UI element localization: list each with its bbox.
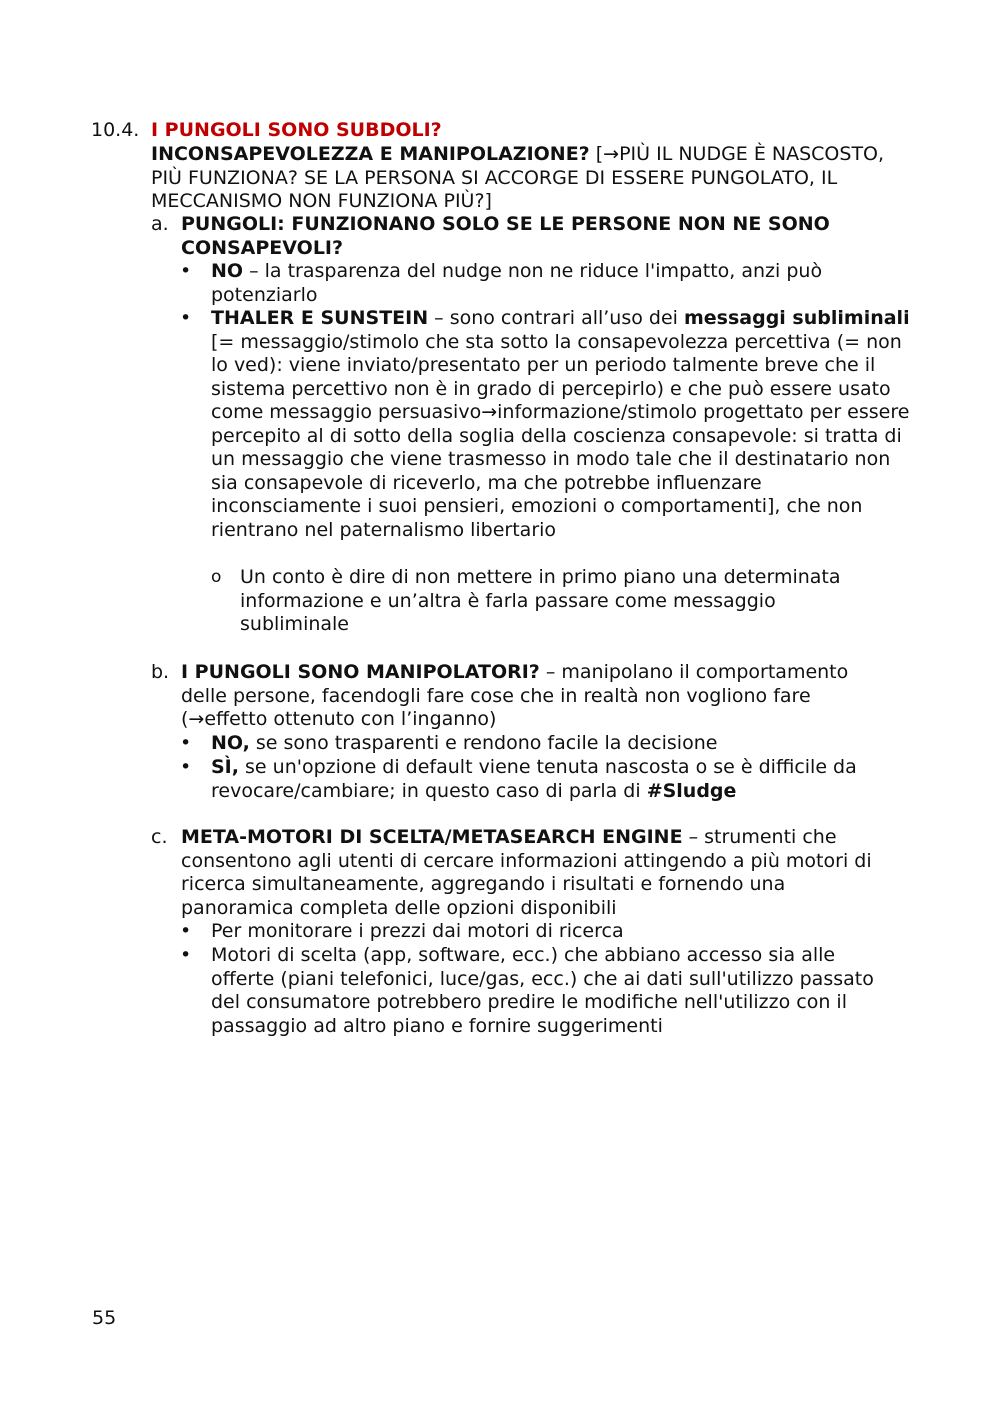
item-a-bullet-2-text2: [= messaggio/stimolo che sta sotto la consapevolezza percettiva (= non lo ved): viene inviato/presentato per un periodo talmente breve che il sistema percettivo non è in grado di percepirlo) e che può essere usato come messaggio persuasivo→informazione/stimolo progettato per essere percepito al di sotto della soglia della coscienza consapevole: si tratta di un messaggio che viene trasmesso in modo tale che il destinatario non sia consapevole di riceverlo, ma che potrebbe influenzare inconsciamente i suoi pensieri, emozioni o comportamenti], che non rientrano nel paternalismo libertario: [211, 330, 910, 541]
item-a-bullet-2-bold2: messaggi subliminali: [683, 307, 910, 329]
item-b-marker: b.: [151, 661, 170, 683]
item-b-bullet-2-bold: SÌ,: [211, 756, 239, 778]
item-b-bullet-2-text: se un'opzione di default viene tenuta nascosta o se è difficile da revocare/cambiare; in questo caso di parla di: [211, 756, 857, 802]
item-b-bullet-2-bold2: #Sludge: [646, 779, 737, 802]
item-a-bullet-1-bold: NO: [211, 260, 244, 282]
item-b-title: I PUNGOLI SONO MANIPOLATORI?: [181, 661, 540, 683]
item-a-subbullet: Un conto è dire di non mettere in primo piano una determinata informazione e un’altra è farla passare come messaggio subliminale: [240, 566, 841, 635]
item-a-title: PUNGOLI: FUNZIONANO SOLO SE LE PERSONE NON NE SONO CONSAPEVOLI?: [181, 213, 830, 259]
item-b-bullet-1-bold: NO,: [211, 732, 250, 754]
item-b-bullet-2: [211, 756, 911, 803]
page-number: 55: [92, 1307, 117, 1329]
item-c-text: – strumenti che consentono agli utenti di cercare informazioni attingendo a più motori di ricerca simultaneamente, aggregando i risultati e fornendo una panoramica completa delle opzioni disponibili: [181, 826, 872, 919]
item-a-bullet-1-text: – la trasparenza del nudge non ne riduce l'impatto, anzi può potenziarlo: [211, 260, 823, 306]
section-subtitle: [151, 143, 891, 214]
item-a-marker: a.: [151, 213, 169, 235]
section-subtitle-rest: [→PIÙ IL NUDGE È NASCOSTO, PIÙ FUNZIONA? SE LA PERSONA SI ACCORGE DI ESSERE PUNGOLATO, IL MECCANISMO NON FUNZIONA PIÙ?]: [151, 143, 885, 212]
item-a-bullet-1: [211, 260, 891, 307]
section-number: 10.4.: [91, 119, 140, 141]
item-c-marker: c.: [151, 826, 168, 848]
bullet-icon: •: [180, 732, 192, 754]
item-c-bullet-2: Motori di scelta (app, software, ecc.) che abbiano accesso sia alle offerte (piani telefonici, luce/gas, ecc.) che ai dati sull'utilizzo passato del consumatore potrebbero predire le modifiche nell'utilizzo con il passaggio ad altro piano e fornire suggerimenti: [211, 944, 874, 1037]
bullet-icon: •: [180, 944, 192, 966]
bullet-icon: •: [180, 756, 192, 778]
item-b-text: – manipolano il comportamento delle persone, facendogli fare cose che in realtà non vogliono fare (→effetto ottenuto con l’inganno): [181, 661, 849, 730]
item-a-bullet-2-bold: THALER E SUNSTEIN: [211, 307, 429, 329]
bullet-icon: •: [180, 920, 192, 942]
section-title: I PUNGOLI SONO SUBDOLI?: [151, 119, 442, 141]
item-c-paragraph: [181, 826, 896, 920]
item-c-title: META-MOTORI DI SCELTA/METASEARCH ENGINE: [181, 826, 683, 848]
section-subtitle-bold: INCONSAPEVOLEZZA E MANIPOLAZIONE?: [151, 143, 590, 165]
item-b-bullet-1: [211, 732, 901, 756]
item-a-bullet-2-text: – sono contrari all’uso dei: [428, 307, 684, 329]
item-b-bullet-1-text: se sono trasparenti e rendono facile la decisione: [249, 732, 718, 754]
item-b-paragraph: [181, 661, 896, 732]
item-a-bullet-2: [211, 307, 911, 542]
item-c-bullet-1: Per monitorare i prezzi dai motori di ricerca: [211, 920, 624, 942]
bullet-icon: •: [180, 260, 192, 282]
sub-bullet-icon: o: [211, 567, 222, 587]
bullet-icon: •: [180, 307, 192, 329]
